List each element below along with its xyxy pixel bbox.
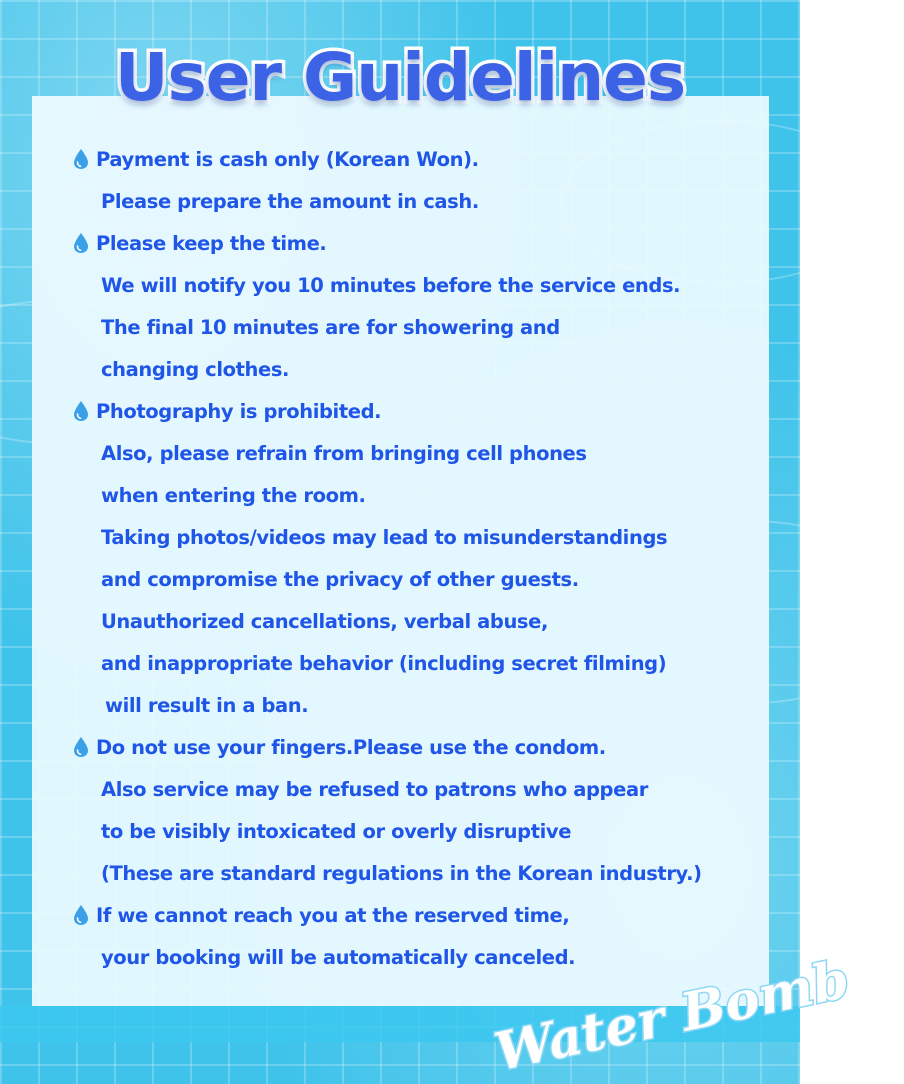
guideline-line-text: Taking photos/videos may lead to misunderstandings [101, 526, 668, 549]
guideline-text [72, 606, 548, 648]
guideline-text [72, 186, 479, 228]
page-title: User Guidelines [114, 39, 686, 116]
guideline-text [72, 354, 289, 396]
guideline-text [72, 270, 680, 312]
guideline-text [72, 438, 587, 480]
water-bomb-logo [480, 948, 855, 1084]
guideline-heading [72, 144, 479, 186]
guideline-line-text: Also service may be refused to patrons who appear [101, 778, 648, 801]
guideline-text [72, 480, 366, 522]
water-drop-icon [72, 148, 90, 170]
guideline-line-text: your booking will be automatically canceled. [101, 946, 576, 969]
water-drop-icon [72, 904, 90, 926]
guideline-heading [72, 732, 606, 774]
guideline-text [72, 774, 648, 816]
guideline-line-text: to be visibly intoxicated or overly disruptive [101, 820, 572, 843]
guideline-heading [72, 228, 326, 270]
guideline-text [72, 816, 571, 858]
guideline-line-text: (These are standard regulations in the Korean industry.) [101, 862, 702, 885]
svg-text:Water Bomb: Water Bomb [489, 948, 855, 1084]
guideline-text [72, 690, 308, 732]
guideline-line-text: will result in a ban. [105, 694, 309, 717]
guideline-line-text: Please keep the time. [96, 232, 327, 255]
guideline-line-text: changing clothes. [101, 358, 290, 381]
guideline-line-text: Please prepare the amount in cash. [101, 190, 479, 213]
water-drop-icon [72, 400, 90, 422]
guideline-line-text: Do not use your fingers.Please use the condom. [96, 736, 606, 759]
guideline-line-text: Payment is cash only (Korean Won). [96, 148, 479, 171]
guideline-text [72, 312, 560, 354]
guideline-line-text: Photography is prohibited. [96, 400, 382, 423]
guideline-text [72, 522, 667, 564]
guideline-line-text: Unauthorized cancellations, verbal abuse, [101, 610, 548, 633]
guideline-line-text: If we cannot reach you at the reserved time, [96, 904, 570, 927]
guideline-line-text: We will notify you 10 minutes before the service ends. [101, 274, 681, 297]
guideline-line-text: and compromise the privacy of other guests. [101, 568, 579, 591]
guideline-line-text: when entering the room. [101, 484, 366, 507]
guideline-text [72, 858, 702, 900]
water-drop-icon [72, 232, 90, 254]
guideline-text [72, 564, 579, 606]
water-drop-icon [72, 736, 90, 758]
guideline-line-text: and inappropriate behavior (including secret filming) [101, 652, 667, 675]
guideline-heading [72, 900, 569, 942]
guideline-line-text: The final 10 minutes are for showering and [101, 316, 560, 339]
guideline-line-text: Also, please refrain from bringing cell phones [101, 442, 587, 465]
guideline-text [72, 648, 666, 690]
guideline-heading [72, 396, 381, 438]
